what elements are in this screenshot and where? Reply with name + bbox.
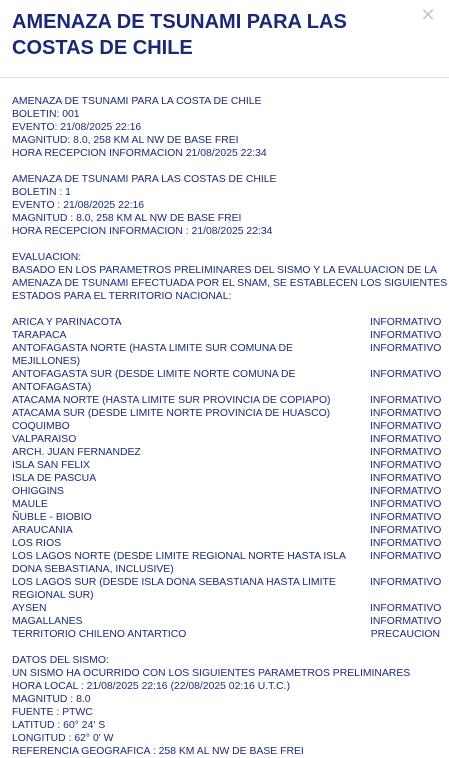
evaluation-block	[12, 251, 448, 303]
region-name: MAULE	[12, 499, 48, 510]
region-name: ATACAMA NORTE (HASTA LIMITE SUR PROVINCIA DE COPIAPO)	[12, 395, 331, 406]
region-name: ATACAMA SUR (DESDE LIMITE NORTE PROVINCIA DE HUASCO)	[12, 408, 331, 419]
evaluation-text-line: BASADO EN LOS PARAMETROS PRELIMINARES DEL SISMO Y LA EVALUACION DE LA	[12, 265, 437, 276]
region-status: INFORMATIVO	[370, 421, 442, 432]
region-status: INFORMATIVO	[370, 343, 442, 354]
region-name: ARCH. JUAN FERNANDEZ	[12, 447, 141, 458]
seismic-longitude: LONGITUD : 62° 0' W	[12, 733, 114, 744]
bulletin-1-magnitude: MAGNITUD: 8.0, 258 KM AL NW DE BASE FREI	[12, 135, 239, 146]
region-status: INFORMATIVO	[370, 317, 442, 328]
region-row	[12, 550, 440, 576]
seismic-geographic-reference: REFERENCIA GEOGRAFICA : 258 KM AL NW DE BASE FREI	[12, 746, 304, 757]
region-row	[12, 524, 440, 537]
region-row	[12, 576, 440, 602]
regions-table	[12, 316, 440, 641]
bulletin-1-number: BOLETIN: 001	[12, 109, 80, 120]
spacer	[12, 160, 440, 173]
evaluation-text-line: ESTADOS PARA EL TERRITORIO NACIONAL:	[12, 291, 232, 302]
region-name: ÑUBLE - BIOBIO	[12, 512, 92, 523]
bulletin-2-magnitude: MAGNITUD : 8.0, 258 KM AL NW DE BASE FREI	[12, 213, 242, 224]
region-row	[12, 368, 440, 394]
spacer	[12, 303, 440, 316]
seismic-data-block	[12, 654, 440, 758]
region-row	[12, 342, 440, 368]
region-row	[12, 602, 440, 615]
region-status: INFORMATIVO	[370, 538, 442, 549]
region-name: ARICA Y PARINACOTA	[12, 317, 122, 328]
region-status: INFORMATIVO	[370, 551, 442, 562]
bulletin-block-2	[12, 173, 440, 238]
region-name: ISLA DE PASCUA	[12, 473, 97, 484]
bulletin-1-event: EVENTO: 21/08/2025 22:16	[12, 122, 142, 133]
region-row	[12, 407, 440, 420]
alert-body	[12, 95, 448, 758]
region-row	[12, 420, 440, 433]
alert-title: AMENAZA DE TSUNAMI PARA LAS COSTAS DE CHILE	[12, 11, 347, 59]
bulletin-2-title: AMENAZA DE TSUNAMI PARA LAS COSTAS DE CHILE	[12, 174, 277, 185]
region-name: TERRITORIO CHILENO ANTARTICO	[12, 629, 187, 640]
region-row	[12, 316, 440, 329]
region-name: ISLA SAN FELIX	[12, 460, 90, 471]
region-status: INFORMATIVO	[370, 473, 442, 484]
region-row	[12, 628, 440, 641]
region-status: INFORMATIVO	[370, 460, 442, 471]
seismic-data-intro: UN SISMO HA OCURRIDO CON LOS SIGUIENTES PARAMETROS PRELIMINARES	[12, 668, 411, 679]
spacer	[12, 641, 440, 654]
bulletin-2-number: BOLETIN : 1	[12, 187, 71, 198]
region-row	[12, 511, 440, 524]
bulletin-2-reception-time: HORA RECEPCION INFORMACION : 21/08/2025 22:34	[12, 226, 273, 237]
region-name: TARAPACA	[12, 330, 67, 341]
region-name: AYSEN	[12, 603, 47, 614]
region-status: INFORMATIVO	[370, 499, 442, 510]
bulletin-1-title: AMENAZA DE TSUNAMI PARA LA COSTA DE CHILE	[12, 96, 262, 107]
seismic-data-heading: DATOS DEL SISMO:	[12, 655, 109, 666]
region-name: LOS LAGOS SUR (DESDE ISLA DONA SEBASTIANA HASTA LIMITE REGIONAL SUR)	[12, 577, 336, 601]
seismic-magnitude: MAGNITUD : 8.0	[12, 694, 91, 705]
region-name: VALPARAISO	[12, 434, 77, 445]
region-status: INFORMATIVO	[370, 616, 442, 627]
region-name: COQUIMBO	[12, 421, 70, 432]
region-status: INFORMATIVO	[370, 525, 442, 536]
alert-header	[0, 0, 449, 78]
region-name: OHIGGINS	[12, 486, 64, 497]
region-row	[12, 446, 440, 459]
region-name: MAGALLANES	[12, 616, 83, 627]
region-name: ANTOFAGASTA NORTE (HASTA LIMITE SUR COMUNA DE MEJILLONES)	[12, 343, 293, 367]
region-status: INFORMATIVO	[370, 408, 442, 419]
close-icon[interactable]: ✕	[420, 5, 436, 26]
region-status: INFORMATIVO	[370, 512, 442, 523]
region-status: INFORMATIVO	[370, 577, 442, 588]
region-status: INFORMATIVO	[370, 434, 442, 445]
region-row	[12, 394, 440, 407]
region-status: PRECAUCION	[370, 629, 440, 640]
region-status: INFORMATIVO	[370, 395, 442, 406]
seismic-local-time: HORA LOCAL : 21/08/2025 22:16 (22/08/2025 02:16 U.T.C.)	[12, 681, 291, 692]
region-row	[12, 537, 440, 550]
region-row	[12, 433, 440, 446]
spacer	[12, 238, 440, 251]
region-name: ANTOFAGASTA SUR (DESDE LIMITE NORTE COMUNA DE ANTOFAGASTA)	[12, 369, 296, 393]
region-row	[12, 485, 440, 498]
region-row	[12, 329, 440, 342]
region-name: LOS RIOS	[12, 538, 62, 549]
region-row	[12, 498, 440, 511]
region-row	[12, 472, 440, 485]
seismic-latitude: LATITUD : 60° 24' S	[12, 720, 106, 731]
bulletin-1-reception-time: HORA RECEPCION INFORMACION 21/08/2025 22:34	[12, 148, 267, 159]
seismic-source: FUENTE : PTWC	[12, 707, 93, 718]
bulletin-block-1	[12, 95, 440, 160]
evaluation-text-line: AMENAZA DE TSUNAMI EFECTUADA POR EL SNAM, SE ESTABLECEN LOS SIGUIENTES	[12, 278, 448, 289]
region-name: ARAUCANIA	[12, 525, 73, 536]
region-status: INFORMATIVO	[370, 330, 442, 341]
region-row	[12, 615, 440, 628]
evaluation-heading: EVALUACION:	[12, 252, 82, 263]
region-status: INFORMATIVO	[370, 603, 442, 614]
region-status: INFORMATIVO	[370, 447, 442, 458]
bulletin-2-event: EVENTO : 21/08/2025 22:16	[12, 200, 145, 211]
region-status: INFORMATIVO	[370, 486, 442, 497]
region-status: INFORMATIVO	[370, 369, 442, 380]
region-name: LOS LAGOS NORTE (DESDE LIMITE REGIONAL NORTE HASTA ISLA DONA SEBASTIANA, INCLUSIVE)	[12, 551, 346, 575]
region-row	[12, 459, 440, 472]
